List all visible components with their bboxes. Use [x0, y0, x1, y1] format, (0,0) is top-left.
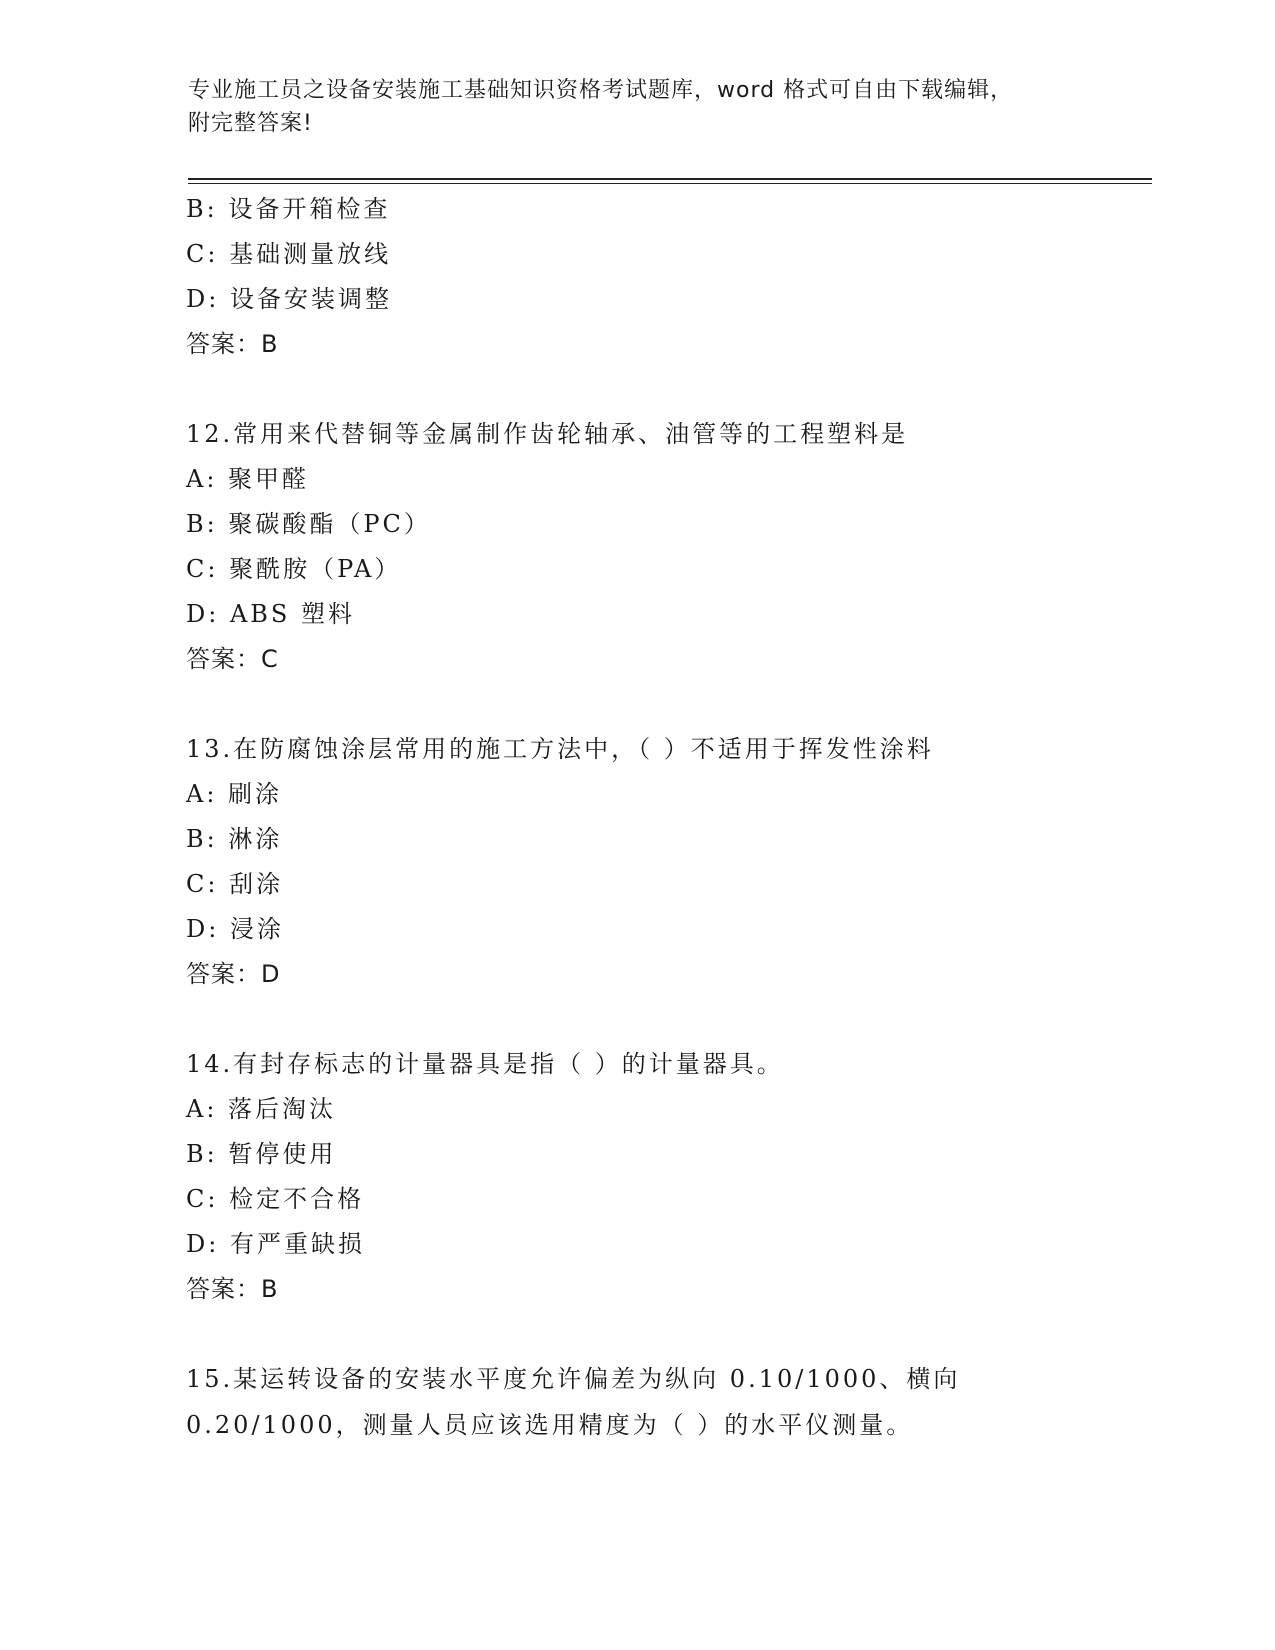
- q14-option-c: C: 检定不合格: [186, 1185, 365, 1213]
- q14-option-d: D: 有严重缺损: [186, 1230, 365, 1258]
- q12-option-a: A: 聚甲醛: [186, 465, 310, 493]
- q12-answer: 答案：C: [186, 645, 279, 673]
- q11-option-d: D: 设备安装调整: [186, 285, 392, 313]
- q13-option-a: A: 刷涂: [186, 780, 283, 808]
- q15-question-line-2: 0.20/1000，测量人员应该选用精度为（ ）的水平仪测量。: [186, 1411, 914, 1439]
- q11-option-b: B: 设备开箱检查: [186, 195, 391, 223]
- q14-option-a: A: 落后淘汰: [186, 1095, 337, 1123]
- q11-option-c: C: 基础测量放线: [186, 240, 392, 268]
- q12-option-d: D: ABS 塑料: [186, 600, 355, 628]
- header-line-1: 专业施工员之设备安装施工基础知识资格考试题库，word 格式可自由下载编辑，: [188, 78, 1014, 103]
- header-line-2: 附完整答案!: [188, 111, 313, 136]
- q13-option-c: C: 刮涂: [186, 870, 284, 898]
- q14-answer: 答案：B: [186, 1275, 279, 1303]
- q14-question: 14.有封存标志的计量器具是指（ ）的计量器具。: [186, 1050, 784, 1078]
- q12-option-b: B: 聚碳酸酯（PC）: [186, 510, 431, 538]
- q13-question: 13.在防腐蚀涂层常用的施工方法中，（ ）不适用于挥发性涂料: [186, 735, 934, 763]
- q15-question-line-1: 15.某运转设备的安装水平度允许偏差为纵向 0.10/1000、横向: [186, 1365, 961, 1393]
- q13-option-b: B: 淋涂: [186, 825, 283, 853]
- header-divider-thick: [188, 178, 1152, 180]
- document-header: [188, 74, 1068, 140]
- q13-answer: 答案：D: [186, 960, 281, 988]
- q13-option-d: D: 浸涂: [186, 915, 284, 943]
- header-divider-thin: [188, 183, 1152, 184]
- q12-option-c: C: 聚酰胺（PA）: [186, 555, 402, 583]
- q12-question: 12.常用来代替铜等金属制作齿轮轴承、油管等的工程塑料是: [186, 420, 909, 448]
- q14-option-b: B: 暂停使用: [186, 1140, 337, 1168]
- q11-answer: 答案：B: [186, 330, 279, 358]
